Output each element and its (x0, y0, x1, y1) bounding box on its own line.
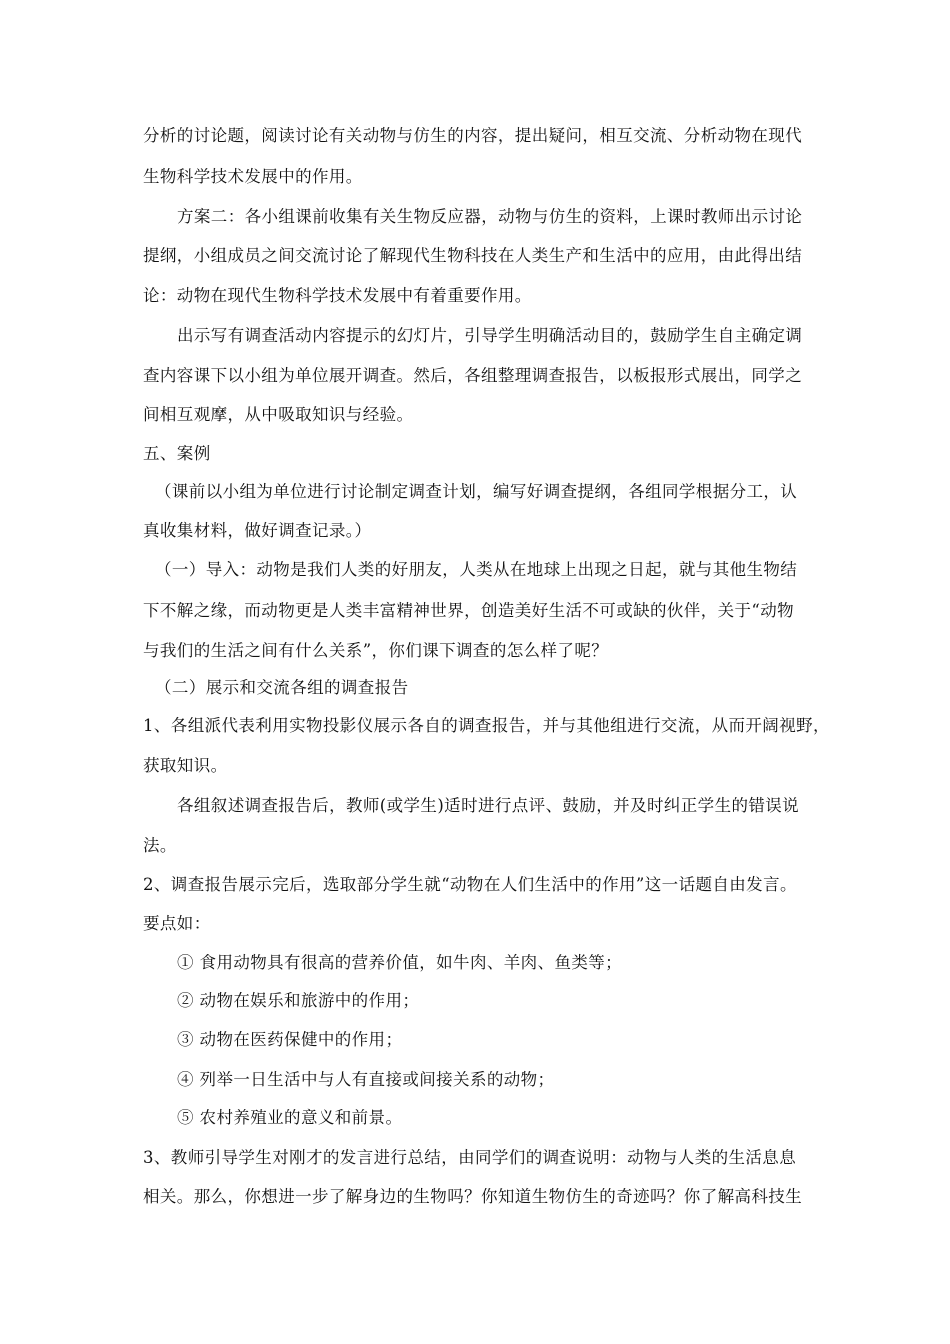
paragraph-line: 生物科学技术发展中的作用。 (143, 167, 363, 186)
paragraph-line: 下不解之缘，而动物更是人类丰富精神世界，创造美好生活不可或缺的伙伴，关于“动物 (143, 601, 795, 620)
paragraph-line: 要点如： (143, 914, 211, 933)
paragraph-line: 1、各组派代表利用实物投影仪展示各自的调查报告，并与其他组进行交流，从而开阔视野， (143, 716, 830, 735)
paragraph-line: 法。 (143, 836, 177, 855)
paragraph-line: 3、教师引导学生对刚才的发言进行总结，由同学们的调查说明：动物与人类的生活息息 (143, 1148, 797, 1167)
list-item: ① 食用动物具有很高的营养价值，如牛肉、羊肉、鱼类等； (177, 953, 623, 972)
paragraph-line: 方案二：各小组课前收集有关生物反应器，动物与仿生的资料，上课时教师出示讨论 (177, 207, 803, 226)
list-item: ③ 动物在医药保健中的作用； (177, 1030, 403, 1049)
paragraph-line: 提纲，小组成员之间交流讨论了解现代生物科技在人类生产和生活中的应用，由此得出结 (143, 246, 803, 265)
subsection-heading: （二）展示和交流各组的调查报告 (155, 678, 409, 697)
list-item: ② 动物在娱乐和旅游中的作用； (177, 991, 420, 1010)
paragraph-line: 与我们的生活之间有什么关系”，你们课下调查的怎么样了呢？ (143, 641, 609, 660)
paragraph-line: 各组叙述调查报告后，教师(或学生)适时进行点评、鼓励，并及时纠正学生的错误说 (177, 796, 800, 815)
paragraph-line: 查内容课下以小组为单位展开调查。然后，各组整理调查报告，以板报形式展出，同学之 (143, 366, 803, 385)
paragraph-line: 真收集材料，做好调查记录。） (143, 521, 372, 540)
paragraph-line: （课前以小组为单位进行讨论制定调查计划，编写好调查提纲，各组同学根据分工，认 (155, 482, 798, 501)
paragraph-line: 获取知识。 (143, 756, 228, 775)
section-heading: 五、案例 (143, 444, 211, 463)
paragraph-line: 论：动物在现代生物科学技术发展中有着重要作用。 (143, 286, 532, 305)
list-item: ⑤ 农村养殖业的意义和前景。 (177, 1108, 403, 1127)
paragraph-line: 2、调查报告展示完后，选取部分学生就“动物在人们生活中的作用”这一话题自由发言。 (143, 875, 797, 894)
paragraph-line: 出示写有调查活动内容提示的幻灯片，引导学生明确活动目的，鼓励学生自主确定调 (177, 326, 803, 345)
list-item: ④ 列举一日生活中与人有直接或间接关系的动物； (177, 1070, 555, 1089)
paragraph-line: 分析的讨论题，阅读讨论有关动物与仿生的内容，提出疑问，相互交流、分析动物在现代 (143, 126, 803, 145)
paragraph-line: （一）导入：动物是我们人类的好朋友，人类从在地球上出现之日起，就与其他生物结 (155, 560, 798, 579)
paragraph-line: 间相互观摩，从中吸取知识与经验。 (143, 405, 414, 424)
paragraph-line: 相关。那么，你想进一步了解身边的生物吗？你知道生物仿生的奇迹吗？你了解高科技生 (143, 1187, 803, 1206)
